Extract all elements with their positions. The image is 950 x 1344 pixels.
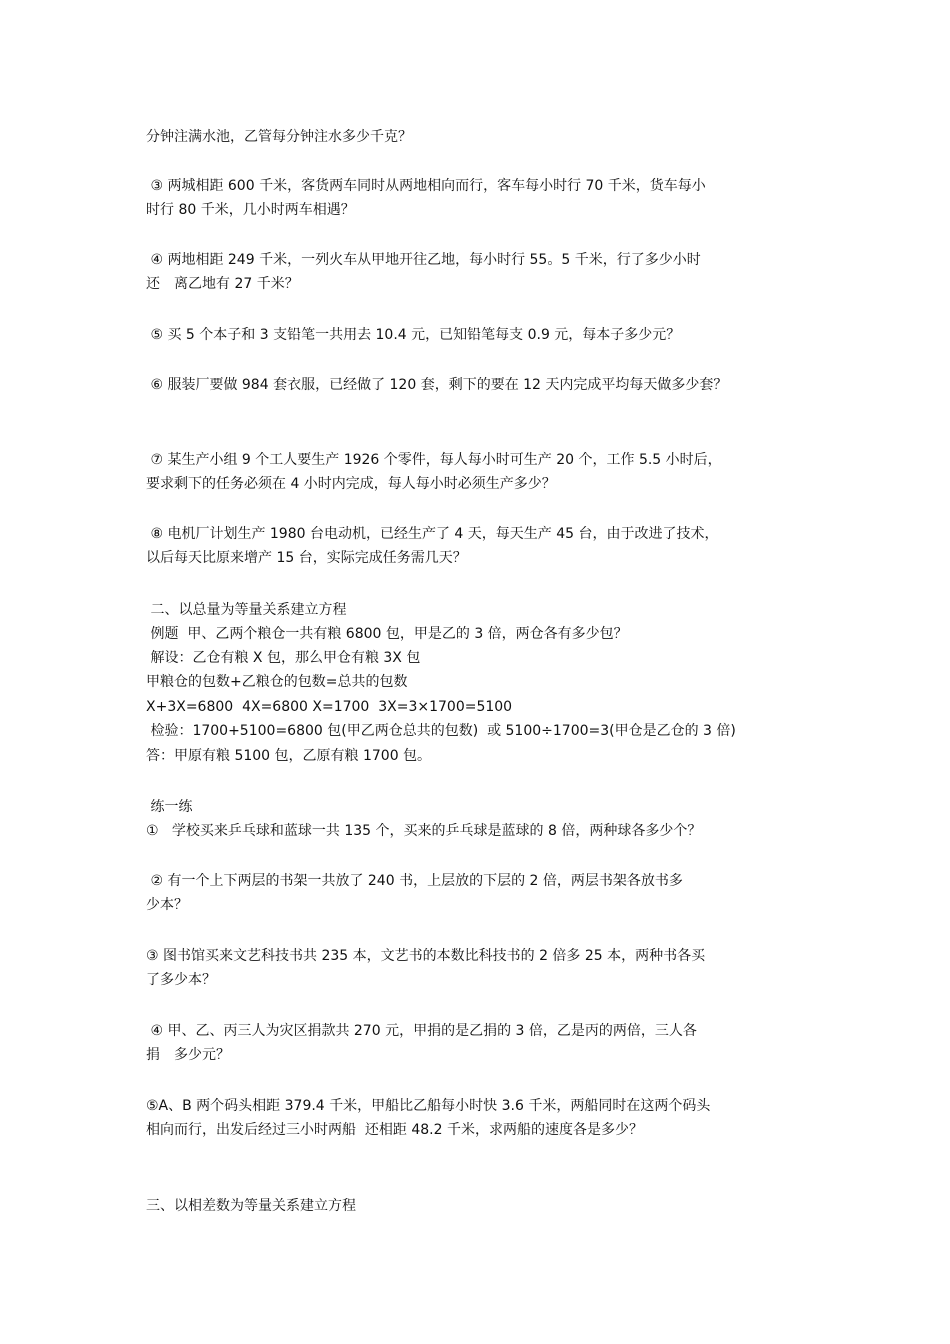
section-2-heading: 二、以总量为等量关系建立方程 [146,602,347,618]
practice-2-line-1: ② 有一个上下两层的书架一共放了 240 书，上层放的下层的 2 倍，两层书架各放书多 [146,873,683,889]
section-3-heading: 三、以相差数为等量关系建立方程 [146,1198,356,1214]
practice-2-line-2: 少本？ [146,897,188,913]
problem-8-line-1: ⑧ 电机厂计划生产 1980 台电动机，已经生产了 4 天，每天生产 45 台，由于改进了技术， [146,526,719,542]
problem-3-line-2: 时行 80 千米，几小时两车相遇？ [146,202,355,218]
solution-setup: 解设：乙仓有粮 X 包，那么甲仓有粮 3X 包 [146,650,421,666]
answer: 答：甲原有粮 5100 包，乙原有粮 1700 包。 [146,748,432,764]
equation-solving: X+3X=6800 4X=6800 X=1700 3X=3×1700=5100 [146,699,513,715]
problem-7-line-1: ⑦ 某生产小组 9 个工人要生产 1926 个零件，每人每小时可生产 20 个，工作 5.5 小时后， [146,452,722,468]
problem-8-line-2: 以后每天比原来增产 15 台，实际完成任务需几天？ [146,550,467,566]
practice-3-line-2: 了多少本？ [146,972,216,988]
practice-4-line-1: ④ 甲、乙、丙三人为灾区捐款共 270 元，甲捐的是乙捐的 3 倍，乙是丙的两倍，三人各 [146,1023,697,1039]
problem-3-line-1: ③ 两城相距 600 千米，客货两车同时从两地相向而行，客车每小时行 70 千米，货车每小 [146,178,706,194]
practice-4-line-2: 捐 多少元？ [146,1047,230,1063]
practice-5-line-2: 相向而行，出发后经过三小时两船 还相距 48.2 千米，求两船的速度各是多少？ [146,1122,643,1138]
practice-heading: 练一练 [146,799,193,815]
practice-3-line-1: ③ 图书馆买来文艺科技书共 235 本，文艺书的本数比科技书的 2 倍多 25 本，两种书各买 [146,948,706,964]
text-line: 分钟注满水池，乙管每分钟注水多少千克？ [146,129,412,145]
problem-5-line: ⑤ 买 5 个本子和 3 支铅笔一共用去 10.4 元，已知铅笔每支 0.9 元，每本子多少元？ [146,327,681,343]
problem-4-line-2: 还 离乙地有 27 千米？ [146,276,299,292]
problem-7-line-2: 要求剩下的任务必须在 4 小时内完成，每人每小时必须生产多少？ [146,476,556,492]
equation-relation: 甲粮仓的包数+乙粮仓的包数=总共的包数 [146,674,408,690]
verification: 检验：1700+5100=6800 包(甲乙两仓总共的包数) 或 5100÷1700=3(甲仓是乙仓的 3 倍) [146,723,736,739]
problem-4-line-1: ④ 两地相距 249 千米，一列火车从甲地开往乙地，每小时行 55。5 千米，行了多少小时 [146,252,701,268]
practice-5-line-1: ⑤A、B 两个码头相距 379.4 千米，甲船比乙船每小时快 3.6 千米，两船同时在这两个码头 [146,1098,711,1114]
practice-1-line: ① 学校买来乒乓球和蓝球一共 135 个，买来的乒乓球是蓝球的 8 倍，两种球各多少个？ [146,823,702,839]
example-question: 例题 甲、乙两个粮仓一共有粮 6800 包，甲是乙的 3 倍，两仓各有多少包？ [146,626,628,642]
problem-6-line: ⑥ 服装厂要做 984 套衣服，已经做了 120 套，剩下的要在 12 天内完成平均每天做多少套？ [146,377,728,393]
